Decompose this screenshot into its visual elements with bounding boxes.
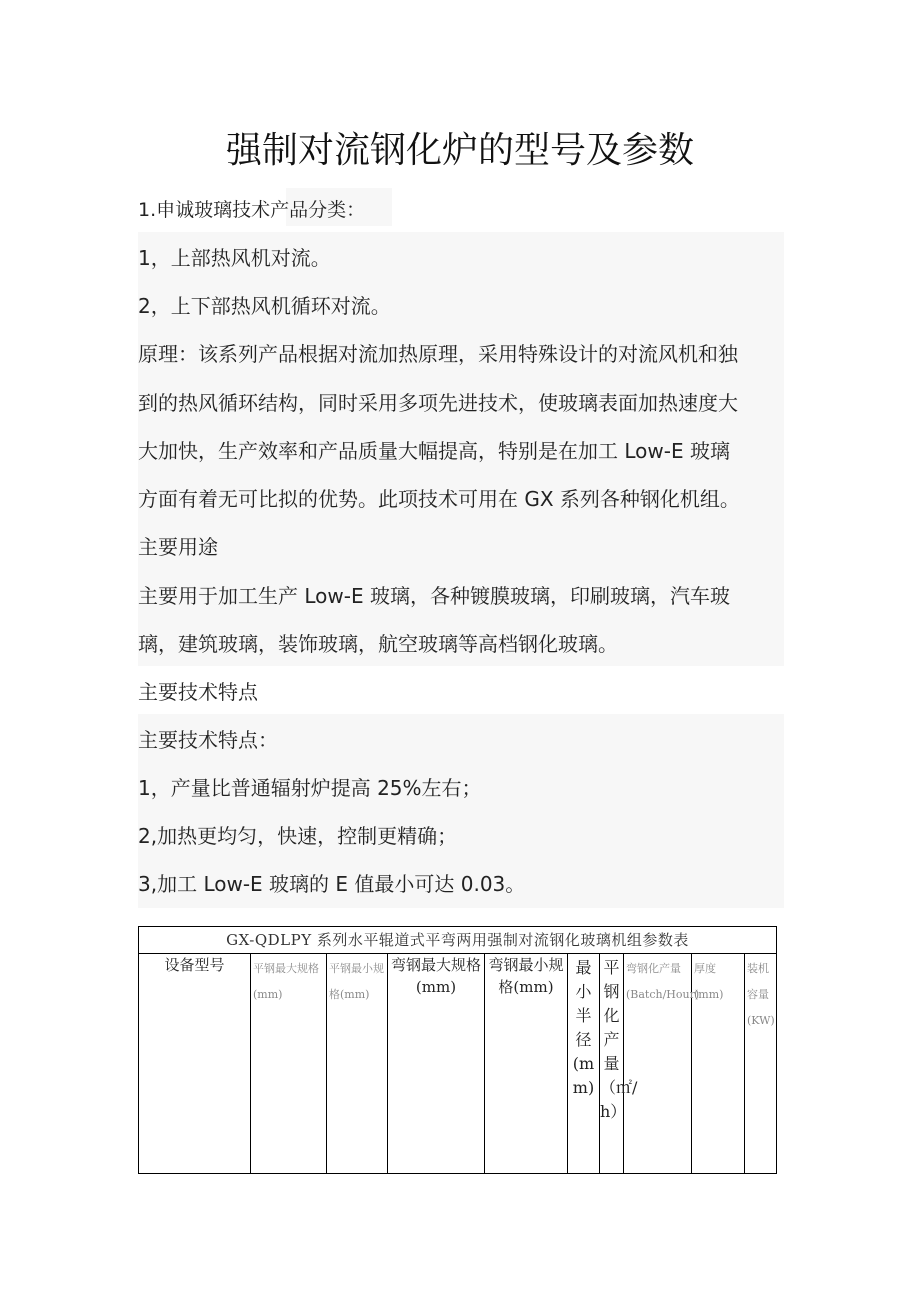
header-min-radius: 最小半径(mm) [568,954,600,1174]
type-2-line: 2，上下部热风机循环对流。 [138,294,391,318]
classification-line: 1.申诚玻璃技术产品分类： [138,199,366,221]
parameter-table [138,926,777,1174]
header-flat-min-size: 平钢最小规格(mm) [327,954,388,1174]
type-1-line: 1，上部热风机对流。 [138,246,331,270]
feature-item-3: 3,加工 Low-E 玻璃的 E 值最小可达 0.03。 [138,872,526,896]
header-bend-min-size: 弯钢最小规格(mm) [485,954,568,1174]
page-title: 强制对流钢化炉的型号及参数 [225,130,694,171]
usage-line-1: 主要用于加工生产 Low-E 玻璃，各种镀膜玻璃，印刷玻璃，汽车玻 [138,584,730,608]
header-flat-output: 平钢化产量（㎡/h） [600,954,624,1174]
feature-item-2: 2,加热更均匀，快速，控制更精确； [138,824,458,848]
usage-line-2: 璃，建筑玻璃，装饰玻璃，航空玻璃等高档钢化玻璃。 [138,632,618,656]
usage-heading: 主要用途 [138,535,218,559]
features-intro: 主要技术特点： [138,728,278,752]
header-flat-max-size: 平钢最大规格(mm) [251,954,327,1174]
principle-line-2: 到的热风循环结构，同时采用多项先进技术，使玻璃表面加热速度大 [138,391,738,415]
header-bend-output: 弯钢化产量(Batch/Hour) [624,954,692,1174]
feature-item-1: 1，产量比普通辐射炉提高 25%左右； [138,776,482,800]
principle-line-4: 方面有着无可比拟的优势。此项技术可用在 GX 系列各种钢化机组。 [138,487,740,511]
features-heading: 主要技术特点 [138,680,258,704]
header-bend-max-size: 弯钢最大规格(mm) [388,954,485,1174]
header-model: 设备型号 [139,954,251,1174]
principle-line-3: 大加快，生产效率和产品质量大幅提高，特别是在加工 Low-E 玻璃 [138,439,730,463]
principle-line-1: 原理：该系列产品根据对流加热原理，采用特殊设计的对流风机和独 [138,342,738,366]
table-caption: GX-QDLPY 系列水平辊道式平弯两用强制对流钢化玻璃机组参数表 [139,927,777,954]
header-thickness: 厚度(mm) [692,954,745,1174]
header-installed-capacity: 装机容量(KW) [745,954,777,1174]
